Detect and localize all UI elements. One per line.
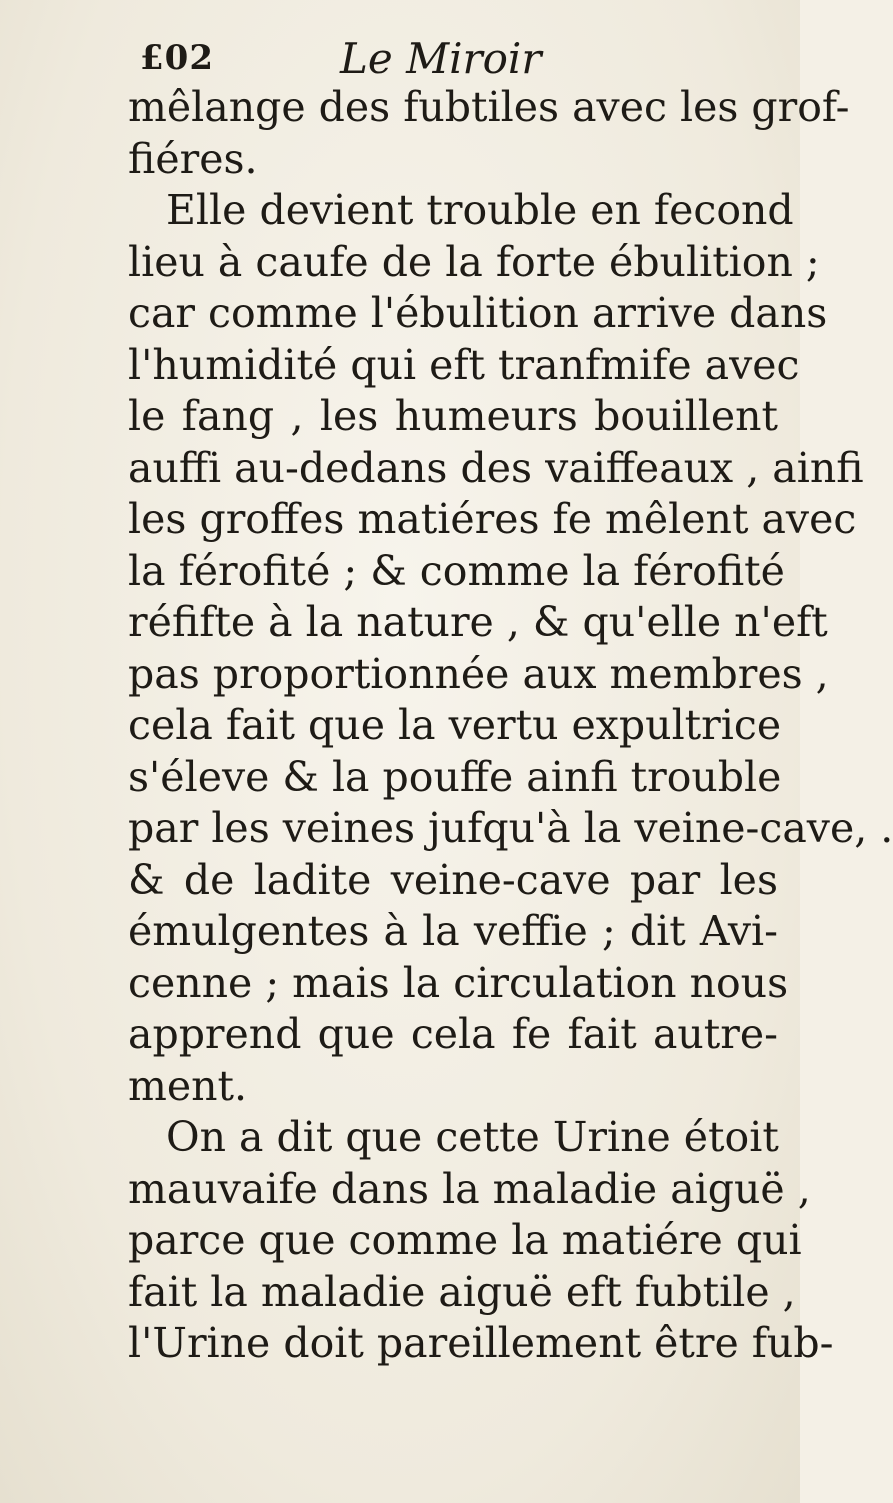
text-line: mauvaife dans la maladie aiguë , — [128, 1164, 811, 1213]
text-line: & de ladite veine-cave par les — [128, 855, 778, 904]
running-title: Le Miroir — [340, 34, 542, 83]
text-line: les groffes matiéres fe mêlent avec — [128, 495, 857, 543]
text-line: car comme l'ébulition arrive dans — [128, 289, 828, 337]
text-line: par les veines jufqu'à la veine-cave, . — [128, 804, 893, 852]
text-line: l'humidité qui eft tranfmife avec — [128, 340, 800, 389]
paragraph-start-line: On a dit que cette Urine étoit — [166, 1113, 779, 1161]
text-line: émulgentes à la veffie ; dit Avi- — [128, 907, 778, 955]
text-line: cenne ; mais la circulation nous — [128, 958, 789, 1007]
text-line: lieu à caufe de la forte ébulition ; — [128, 237, 820, 286]
text-line: réfifte à la nature , & qu'elle n'eft — [128, 598, 828, 646]
text-line: parce que comme la matiére qui — [128, 1216, 802, 1264]
text-line: le fang , les humeurs bouillent — [128, 392, 778, 440]
text-line: la férofité ; & comme la férofité — [128, 546, 785, 595]
text-line: apprend que cela fe fait autre- — [128, 1010, 778, 1058]
text-line: s'éleve & la pouffe ainfi trouble — [128, 752, 782, 801]
text-line: fait la maladie aiguë eft fubtile , — [128, 1267, 796, 1316]
text-line: pas proportionnée aux membres , — [128, 649, 829, 698]
body-text — [128, 82, 893, 1370]
text-line: cela fait que la vertu expultrice — [128, 701, 782, 749]
paragraph-start-line: Elle devient trouble en fecond — [166, 186, 794, 234]
page-number: £02 — [140, 38, 214, 78]
text-line: mêlange des fubtiles avec les grof- — [128, 83, 850, 131]
text-line: ment. — [128, 1061, 248, 1110]
text-line: auffi au-dedans des vaiffeaux , ainfi — [128, 443, 864, 492]
text-line: fiéres. — [128, 134, 258, 183]
text-line: l'Urine doit pareillement être fub- — [128, 1319, 834, 1367]
